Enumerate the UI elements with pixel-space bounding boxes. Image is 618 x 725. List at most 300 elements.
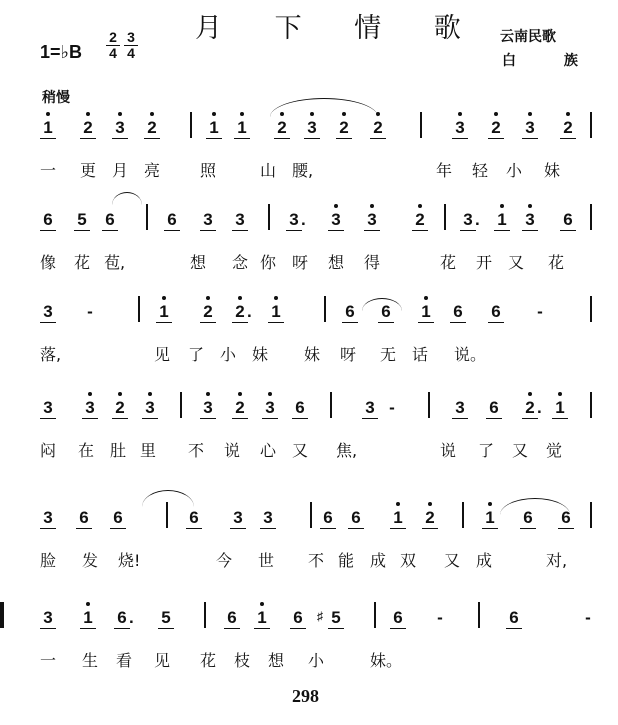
note [302, 118, 322, 138]
lyric-syllable: 双 [400, 551, 417, 570]
duration-underline [450, 322, 466, 323]
note [72, 210, 92, 230]
note-digit: - [87, 302, 93, 321]
note [530, 302, 550, 322]
lyric-syllable: 里 [140, 441, 157, 460]
note-digit: 2 [203, 302, 213, 321]
duration-underline [342, 322, 358, 323]
note [420, 508, 440, 528]
note-digit: 2 [235, 398, 245, 417]
duration-underline [186, 528, 202, 529]
note [382, 398, 402, 418]
note-digit: 3 [289, 210, 299, 229]
octave-dot [566, 112, 570, 116]
octave-dot [46, 112, 50, 116]
barline [590, 204, 592, 230]
note-digit: 1 [271, 302, 281, 321]
duration-underline [254, 628, 270, 629]
duration-underline [232, 418, 248, 419]
note-digit: 6 [489, 398, 499, 417]
slur [500, 498, 570, 515]
final-barline [0, 602, 4, 628]
note [38, 398, 58, 418]
lyric-syllable: 世 [258, 551, 275, 570]
barline [478, 602, 480, 628]
duration-underline [522, 418, 538, 419]
note-digit: 3 [43, 508, 53, 527]
note [340, 302, 360, 322]
lyric-syllable: 不 [308, 551, 325, 570]
note [486, 302, 506, 322]
note [162, 210, 182, 230]
barline [374, 602, 376, 628]
lyric-syllable: 妹 [304, 345, 321, 364]
duration-underline [200, 322, 216, 323]
duration-underline [268, 322, 284, 323]
lyric-syllable: 妹 [252, 345, 269, 364]
octave-dot [86, 602, 90, 606]
barline [590, 112, 592, 138]
note-digit: 3 [367, 210, 377, 229]
note [38, 608, 58, 628]
note [230, 302, 250, 322]
barline [462, 502, 464, 528]
lyric-syllable: 山 [260, 161, 277, 180]
lyric-syllable: 发 [82, 551, 99, 570]
lyric-syllable: 更 [80, 161, 97, 180]
note-digit: 6 [113, 508, 123, 527]
note [290, 398, 310, 418]
note-digit: 3 [365, 398, 375, 417]
lyric-syllable: 亮 [144, 161, 161, 180]
lyric-syllable: 肚 [110, 441, 127, 460]
meter-denominator: 4 [127, 45, 135, 61]
octave-dot [396, 502, 400, 506]
lyric-syllable: 能 [338, 551, 355, 570]
augmentation-dot: . [247, 302, 252, 321]
note-digit: 6 [293, 608, 303, 627]
song-title: 月 下 情 歌 [195, 13, 483, 44]
lyric-syllable: 说 [440, 441, 457, 460]
note [558, 210, 578, 230]
note-digit: 6 [453, 302, 463, 321]
note [260, 398, 280, 418]
duration-underline [452, 138, 468, 139]
duration-underline [40, 628, 56, 629]
note [142, 118, 162, 138]
note [317, 608, 346, 628]
duration-underline [486, 418, 502, 419]
note [154, 302, 174, 322]
lyric-syllable: 想 [268, 651, 285, 670]
note-digit: 3 [331, 210, 341, 229]
note-digit: 2 [83, 118, 93, 137]
augmentation-dot: . [129, 608, 134, 627]
duration-underline [452, 418, 468, 419]
lyric-syllable: 不 [188, 441, 205, 460]
duration-underline [80, 628, 96, 629]
duration-underline [156, 322, 172, 323]
note-digit: - [437, 608, 443, 627]
octave-dot [238, 296, 242, 300]
note [232, 118, 252, 138]
note-digit: 1 [83, 608, 93, 627]
note [38, 508, 58, 528]
note-digit: 3 [43, 608, 53, 627]
meter-denominator: 4 [109, 45, 117, 61]
note [222, 608, 242, 628]
note [156, 608, 176, 628]
note [230, 398, 250, 418]
octave-dot [150, 112, 154, 116]
note-digit: 1 [555, 398, 565, 417]
note [388, 608, 408, 628]
octave-dot [500, 204, 504, 208]
note [110, 398, 130, 418]
augmentation-dot: . [475, 210, 480, 229]
note-digit: 3 [263, 508, 273, 527]
note-digit: 6 [561, 508, 571, 527]
lyric-syllable: 花 [440, 253, 457, 272]
lyric-syllable: 见 [154, 651, 171, 670]
note-digit: 1 [421, 302, 431, 321]
duration-underline [320, 528, 336, 529]
note-digit: 3 [233, 508, 243, 527]
lyric-syllable: 生 [82, 651, 99, 670]
note-digit: 6 [227, 608, 237, 627]
duration-underline [558, 528, 574, 529]
duration-underline [102, 230, 118, 231]
duration-underline [40, 322, 56, 323]
lyric-syllable: 月 [112, 161, 129, 180]
note [110, 118, 130, 138]
lyric-syllable: 想 [190, 253, 207, 272]
note [346, 508, 366, 528]
barline [330, 392, 332, 418]
lyric-syllable: 花 [548, 253, 565, 272]
duration-underline [274, 138, 290, 139]
lyric-syllable: 说 [224, 441, 241, 460]
note [112, 608, 132, 628]
page-number: 298 [292, 686, 319, 706]
lyric-syllable: 又 [444, 551, 461, 570]
barline [324, 296, 326, 322]
duration-underline [560, 138, 576, 139]
barline [590, 392, 592, 418]
note [362, 210, 382, 230]
note [368, 118, 388, 138]
duration-underline [82, 418, 98, 419]
lyric-syllable: 今 [216, 551, 233, 570]
note [266, 302, 286, 322]
duration-underline [224, 628, 240, 629]
octave-dot [118, 112, 122, 116]
lyric-syllable: 想 [328, 253, 345, 272]
octave-dot [528, 112, 532, 116]
note-digit: 6 [381, 302, 391, 321]
duration-underline [522, 230, 538, 231]
duration-underline [200, 418, 216, 419]
note-digit: 6 [509, 608, 519, 627]
lyric-syllable: 对, [546, 551, 568, 570]
duration-underline [304, 138, 320, 139]
octave-dot [206, 392, 210, 396]
note-digit: 2 [235, 302, 245, 321]
lyric-syllable: 呀 [340, 345, 357, 364]
note-digit: 3 [463, 210, 473, 229]
note [78, 608, 98, 628]
note [492, 210, 512, 230]
lyric-syllable: 念 [232, 253, 249, 272]
lyric-syllable: 说。 [454, 345, 487, 364]
note-digit: 6 [563, 210, 573, 229]
note [450, 398, 470, 418]
note [204, 118, 224, 138]
lyric-syllable: 小 [308, 651, 325, 670]
barline [590, 502, 592, 528]
augmentation-dot: . [301, 210, 306, 229]
lyric-syllable: 无 [380, 345, 397, 364]
lyric-syllable: 了 [188, 345, 205, 364]
duration-underline [74, 230, 90, 231]
duration-underline [522, 138, 538, 139]
octave-dot [86, 112, 90, 116]
duration-underline [494, 230, 510, 231]
lyric-syllable: 又 [292, 441, 309, 460]
duration-underline [506, 628, 522, 629]
duration-underline [488, 138, 504, 139]
duration-underline [390, 628, 406, 629]
octave-dot [528, 204, 532, 208]
octave-dot [528, 392, 532, 396]
note [326, 210, 346, 230]
note-digit: 2 [277, 118, 287, 137]
lyric-syllable: 苞, [104, 253, 126, 272]
octave-dot [274, 296, 278, 300]
duration-underline [378, 322, 394, 323]
lyric-syllable: 像 [40, 253, 57, 272]
octave-dot [162, 296, 166, 300]
note-digit: 1 [497, 210, 507, 229]
note [504, 608, 524, 628]
note-digit: 6 [491, 302, 501, 321]
note-digit: 5 [161, 608, 171, 627]
slur [142, 490, 194, 507]
duration-underline [290, 628, 306, 629]
song-source-region: 云南民歌 [500, 28, 556, 44]
octave-dot [370, 204, 374, 208]
duration-underline [40, 418, 56, 419]
lyric-syllable: 又 [512, 441, 529, 460]
note-digit: 3 [525, 118, 535, 137]
lyric-syllable: 看 [116, 651, 133, 670]
barline [268, 204, 270, 230]
note [458, 210, 478, 230]
barline [444, 204, 446, 230]
note-digit: 2 [147, 118, 157, 137]
note-digit: 3 [525, 210, 535, 229]
lyric-syllable: 成 [370, 551, 387, 570]
note [360, 398, 380, 418]
duration-underline [262, 418, 278, 419]
note [484, 398, 504, 418]
duration-underline [390, 528, 406, 529]
note-digit: 3 [145, 398, 155, 417]
tempo-marking: 稍慢 [42, 89, 70, 105]
duration-underline [230, 528, 246, 529]
note [558, 118, 578, 138]
octave-dot [240, 112, 244, 116]
note [318, 508, 338, 528]
octave-dot [558, 392, 562, 396]
lyric-syllable: 在 [78, 441, 95, 460]
octave-dot [424, 296, 428, 300]
lyric-syllable: 得 [364, 253, 381, 272]
lyric-syllable: 觉 [546, 441, 563, 460]
note-digit: 2 [525, 398, 535, 417]
octave-dot [494, 112, 498, 116]
note [230, 210, 250, 230]
note-digit: 1 [209, 118, 219, 137]
note [74, 508, 94, 528]
lyric-syllable: 枝 [234, 651, 251, 670]
note [252, 608, 272, 628]
song-source-ethnic: 白 族 [502, 52, 600, 68]
note-digit: 2 [115, 398, 125, 417]
barline [146, 204, 148, 230]
duration-underline [460, 230, 476, 231]
duration-underline [286, 230, 302, 231]
lyric-syllable: 一 [40, 651, 57, 670]
note-digit: 3 [203, 210, 213, 229]
lyric-syllable: 焦, [336, 441, 358, 460]
lyric-syllable: 话 [412, 345, 429, 364]
barline [420, 112, 422, 138]
lyric-syllable: 落, [40, 345, 62, 364]
note [578, 608, 598, 628]
lyric-syllable: 心 [260, 441, 277, 460]
barline [310, 502, 312, 528]
duration-underline [552, 418, 568, 419]
duration-underline [482, 528, 498, 529]
octave-dot [148, 392, 152, 396]
duration-underline [364, 230, 380, 231]
duration-underline [292, 418, 308, 419]
lyric-syllable: 脸 [40, 551, 57, 570]
lyric-syllable: 小 [220, 345, 237, 364]
note [100, 210, 120, 230]
duration-underline [110, 528, 126, 529]
octave-dot [260, 602, 264, 606]
slur [362, 298, 402, 311]
octave-dot [206, 296, 210, 300]
note-digit: 6 [43, 210, 53, 229]
barline [138, 296, 140, 322]
duration-underline [370, 138, 386, 139]
duration-underline [362, 418, 378, 419]
note [272, 118, 292, 138]
note [486, 118, 506, 138]
octave-dot [238, 392, 242, 396]
note-digit: 1 [393, 508, 403, 527]
duration-underline [328, 230, 344, 231]
note-digit: 3 [43, 398, 53, 417]
note [80, 302, 100, 322]
barline [190, 112, 192, 138]
duration-underline [418, 322, 434, 323]
note-digit: 6 [189, 508, 199, 527]
note [448, 302, 468, 322]
lyric-syllable: 见 [154, 345, 171, 364]
note-digit: 3 [43, 302, 53, 321]
lyric-syllable: 轻 [472, 161, 489, 180]
note-digit: 1 [257, 608, 267, 627]
lyric-syllable: 呀 [292, 253, 309, 272]
note-digit: 1 [43, 118, 53, 137]
note-digit: - [585, 608, 591, 627]
duration-underline [40, 528, 56, 529]
note [288, 608, 308, 628]
note-digit: 3 [307, 118, 317, 137]
duration-underline [232, 230, 248, 231]
lyric-syllable: 小 [506, 161, 523, 180]
duration-underline [142, 418, 158, 419]
note [198, 398, 218, 418]
lyric-syllable: 成 [476, 551, 493, 570]
note [550, 398, 570, 418]
note-digit: 1 [159, 302, 169, 321]
duration-underline [328, 628, 344, 629]
note-digit: 6 [295, 398, 305, 417]
note-digit: 2 [491, 118, 501, 137]
duration-underline [112, 138, 128, 139]
note [388, 508, 408, 528]
duration-underline [336, 138, 352, 139]
sharp-sign: ♯ [317, 609, 323, 623]
lyric-syllable: 妹。 [370, 651, 403, 670]
note [258, 508, 278, 528]
duration-underline [40, 230, 56, 231]
note-digit: - [389, 398, 395, 417]
note-digit: 6 [79, 508, 89, 527]
note-digit: 3 [115, 118, 125, 137]
barline [590, 296, 592, 322]
note-digit: - [537, 302, 543, 321]
note [284, 210, 304, 230]
octave-dot [268, 392, 272, 396]
note-digit: 6 [117, 608, 127, 627]
note [334, 118, 354, 138]
duration-underline [112, 418, 128, 419]
note-digit: 1 [237, 118, 247, 137]
augmentation-dot: . [537, 398, 542, 417]
lyric-syllable: 了 [478, 441, 495, 460]
duration-underline [80, 138, 96, 139]
lyric-syllable: 花 [74, 253, 91, 272]
note [520, 118, 540, 138]
lyric-syllable: 又 [508, 253, 525, 272]
lyric-syllable: 一 [40, 161, 57, 180]
barline [180, 392, 182, 418]
note-digit: 6 [105, 210, 115, 229]
note [38, 118, 58, 138]
lyric-syllable: 闷 [40, 441, 57, 460]
barline [428, 392, 430, 418]
duration-underline [232, 322, 248, 323]
note-digit: 5 [77, 210, 87, 229]
note [80, 398, 100, 418]
note-digit: 6 [523, 508, 533, 527]
